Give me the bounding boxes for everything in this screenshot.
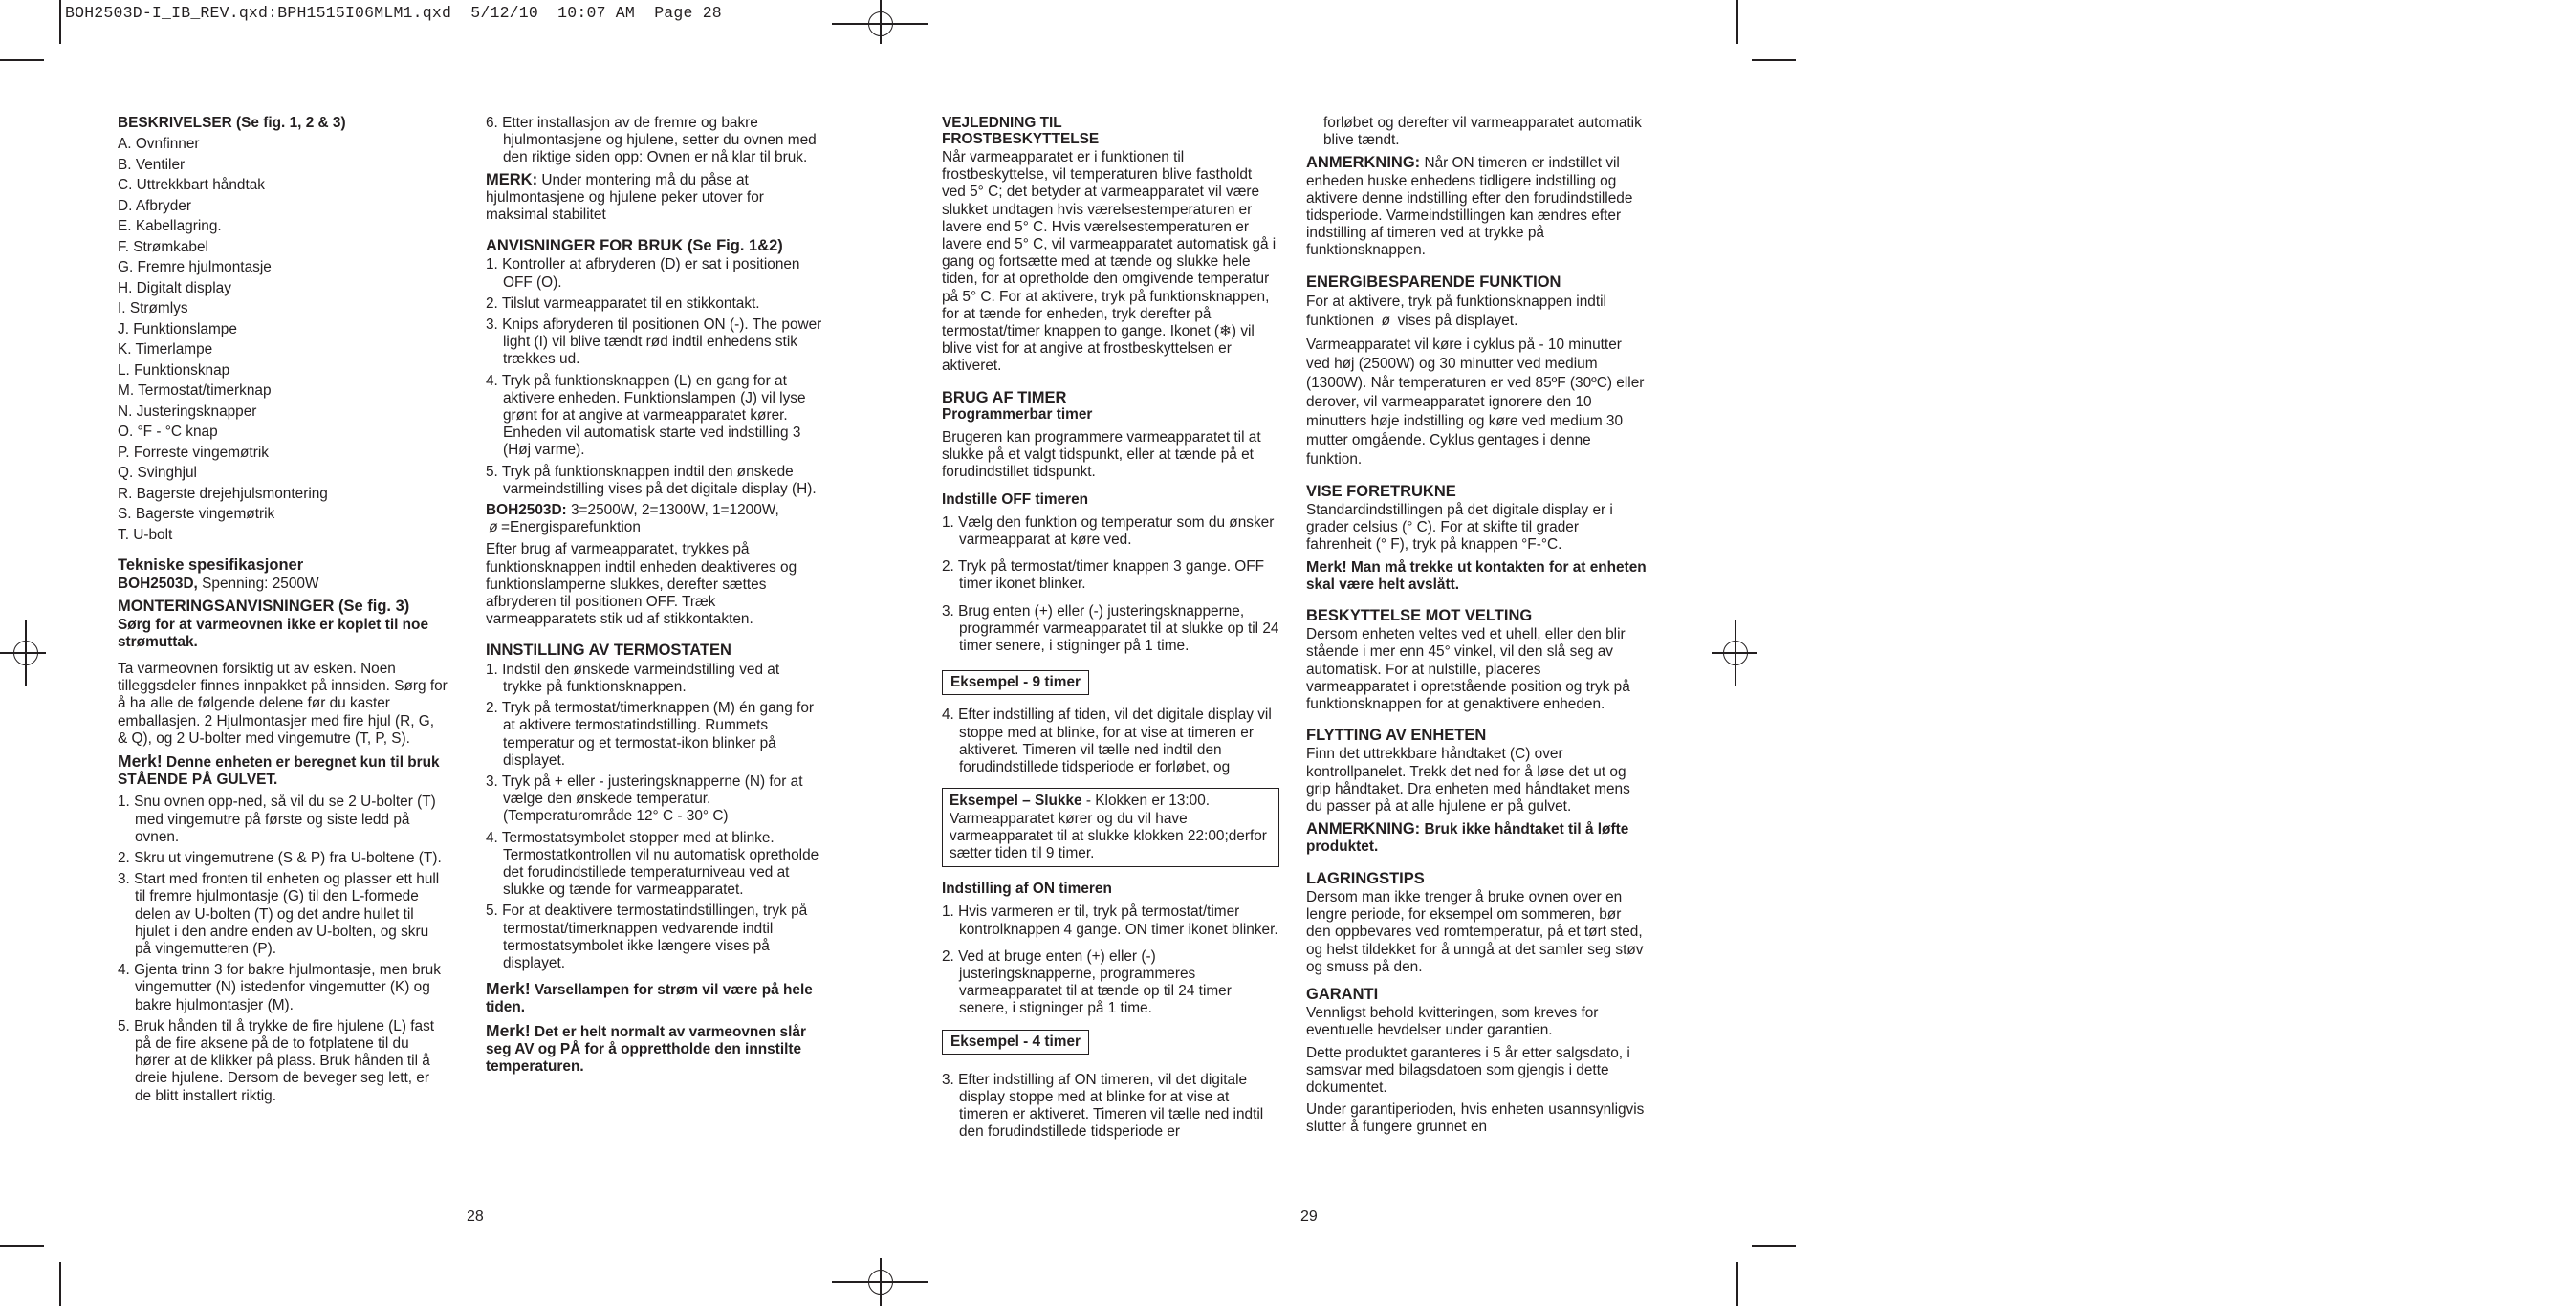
slug-line: BOH2503D-I_IB_REV.qxd:BPH1515I06MLM1.qxd 5/12/10 10:07 AM Page 28 xyxy=(65,4,722,22)
list-item: K. Timerlampe xyxy=(118,341,213,359)
energy-paragraph xyxy=(1306,293,1647,331)
merk-text: Denne enheten er beregnet kun til bruk STÅENDE PÅ GULVET. xyxy=(118,754,440,789)
step-item: 2. Tilslut varmeapparatet til en stikkontakt. xyxy=(486,294,760,312)
column-3 xyxy=(942,115,1279,1145)
crop-mark xyxy=(59,0,61,44)
energy-saving-icon: ø xyxy=(489,519,498,536)
example-box: Eksempel - 4 timer xyxy=(942,1030,1089,1055)
heading-warranty: GARANTI xyxy=(1306,985,1379,1003)
heading-tip-over: BESKYTTELSE MOT VELTING xyxy=(1306,607,1533,625)
registration-mark-line xyxy=(880,0,882,44)
preferences-paragraph: Standardindstillingen på det digitale display er i grader celsius (° C). For at skifte til grader fahrenheit (° F), tryk på knappen °F-°C. xyxy=(1306,502,1613,554)
example-text: - Klokken er 13:00. Varmeapparatet kører og du vil have varmeapparatet til at slukke klokken 22:00;derfor sætter tiden til 9 timer. xyxy=(950,793,1267,861)
merk-label: Merk! xyxy=(1306,558,1347,576)
step-item: 1. Kontroller at afbryderen (D) er sat i positionen OFF (O). xyxy=(486,256,800,291)
merk-text: Man må trekke ut kontakten for at enheten skal være helt avslått. xyxy=(1306,558,1647,593)
crop-mark xyxy=(0,1245,44,1247)
subheading-timer: Programmerbar timer xyxy=(942,405,1093,423)
step-item: 2. Skru ut vingemutrene (S & P) fra U-boltene (T). xyxy=(118,850,442,867)
heading-preferences: VISE FORETRUKNE xyxy=(1306,482,1456,500)
heading-frost: VEJLEDNING TIL FROSTBESKYTTELSE xyxy=(942,115,1100,147)
mount-paragraph: Ta varmeovnen forsiktig ut av esken. Noen tilleggsdeler finnes innpakket på innsiden. Sørg for å ha alle de følgende delene før du kaster emballasjen. 2 Hjulmontasjer med fire hjul (R, G, & Q), og 2 U-bolter med vingemutre (T, P, S). xyxy=(118,661,448,747)
warranty-paragraph: Vennligst behold kvitteringen, som kreves for eventuelle hevdelser under garantien. xyxy=(1306,1005,1599,1039)
crop-mark xyxy=(1736,0,1738,44)
list-item: I. Strømlys xyxy=(118,300,188,317)
tech-spec-line xyxy=(118,576,448,593)
mount-warning: Sørg for at varmeovnen ikke er koplet til noe strømuttak. xyxy=(118,616,429,650)
tip-over-paragraph: Dersom enheten veltes ved et uhell, eller den blir stående i mer enn 45° vinkel, vil den slå seg av automatisk. For at nulstille, placeres varmeapparatet i opretstående position og tryk på funktionsknappen for at genaktivere enheden. xyxy=(1306,626,1630,713)
continuation-text: forløbet og derefter vil varmeapparatet automatik blive tændt. xyxy=(1323,115,1642,149)
merk-text: Varsellampen for strøm vil være på hele tiden. xyxy=(486,982,813,1016)
merk-note xyxy=(118,752,448,789)
warranty-paragraph: Under garantiperioden, hvis enheten usannsynligvis slutter å fungere grunnet en xyxy=(1306,1101,1645,1136)
list-item: T. U-bolt xyxy=(118,526,173,543)
step-item: 2. Tryk på termostat/timerknappen (M) én gang for at aktivere termostatindstilling. Rummets temperatur og et termostat-ikon blinker på displayet. xyxy=(486,700,815,769)
step-item: 3. Tryk på + eller - justeringsknapperne (N) for at vælge den ønskede temperatur. (Temperaturområde 12° C - 30° C) xyxy=(486,773,803,825)
list-item: A. Ovnfinner xyxy=(118,136,200,153)
storage-paragraph: Dersom man ikke trenger å bruke ovnen over en lengre periode, for eksempel om sommeren, bør den oppbevares ved romtemperatur, på et tørt sted, og helst tildekket for å unngå at det samler seg støv og smuss på den. xyxy=(1306,888,1644,975)
energy-text: For at aktivere, tryk på funktionsknappen indtil funktionen xyxy=(1306,293,1606,329)
energy-paragraph: Varmeapparatet vil køre i cyklus på - 10 minutter ved høj (2500W) og 30 minutter ved medium (1300W). Når temperaturen er ved 85ºF (30ºC) eller derover, vil varmeapparatet ignorere den 10 minutters høje indstilling og køre ved medium 30 mutter omgående. Cyklus gentages i denne funktion. xyxy=(1306,336,1645,468)
step-item: 4. Efter indstilling af tiden, vil det digitale display vil stoppe med at blinke, for at vise at timeren er aktiveret. Timeren vil tælle ned indtil den forudindstillede tidsperiode er forløbet, og xyxy=(942,707,1272,776)
column-1 xyxy=(118,115,448,1109)
heading-storage: LAGRINGSTIPS xyxy=(1306,869,1425,887)
step-item: 5. Bruk hånden til å trykke de fire hjulene (L) fast på de fire aksene på de to fotplatene til du hører at de klikker på plass. Bruk hånden til å dreie hjulene. Dersom de beveger seg lett, er de blitt installert riktig. xyxy=(118,1017,435,1104)
heading-tech-specs: Tekniske spesifikasjoner xyxy=(118,556,304,575)
heading-timer: BRUG AF TIMER xyxy=(942,388,1067,406)
parts-list xyxy=(118,134,448,545)
merk-note xyxy=(1306,559,1647,594)
list-item: F. Strømkabel xyxy=(118,238,208,255)
heading-moving: FLYTTING AV ENHETEN xyxy=(1306,727,1487,745)
column-4 xyxy=(1306,115,1647,1142)
step-item: 2. Ved at bruge enten (+) eller (-) justeringsknapperne, programmeres varmeapparatet til at tænde op til 24 timer senere, i stigninger på 1 time. xyxy=(942,947,1232,1017)
anmerkning-label: ANMERKNING: xyxy=(1306,820,1421,838)
tech-model: BOH2503D, xyxy=(118,576,198,593)
registration-mark-line xyxy=(25,620,27,686)
crop-mark xyxy=(1752,1245,1796,1247)
tech-spec: Spenning: 2500W xyxy=(197,576,319,593)
model-text: 3=2500W, 2=1300W, 1=1200W, xyxy=(566,502,779,519)
example-label: Eksempel – Slukke xyxy=(950,793,1082,810)
anmerkning-label: ANMERKNING: xyxy=(1306,154,1421,172)
registration-mark-line xyxy=(0,652,46,654)
heading-mounting: MONTERINGSANVISNINGER (Se fig. 3) xyxy=(118,597,410,615)
list-item: J. Funktionslampe xyxy=(118,320,237,337)
merk-note xyxy=(486,1022,822,1077)
heading-on-timer: Indstilling af ON timeren xyxy=(942,881,1112,898)
example-box: Eksempel - 9 timer xyxy=(942,670,1089,695)
step-item: 4. Termostatsymbolet stopper med at blinke. Termostatkontrollen vil nu automatisk opretholde det forudindstillede temperaturniveau ved at slukke og tænde for varmeapparatet. xyxy=(486,829,819,899)
merk-note xyxy=(486,980,822,1016)
merk-note xyxy=(486,171,822,225)
merk-label: Merk! xyxy=(486,979,531,999)
list-item: D. Afbryder xyxy=(118,197,191,214)
energy-text: =Energisparefunktion xyxy=(501,519,641,536)
list-item: O. °F - °C knap xyxy=(118,424,218,441)
step-item: 2. Tryk på termostat/timer knappen 3 gange. OFF timer ikonet blinker. xyxy=(942,558,1265,593)
energy-text: vises på displayet. xyxy=(1393,312,1518,329)
merk-label: Merk! xyxy=(118,751,163,772)
moving-paragraph: Finn det uttrekkbare håndtaket (C) over kontrollpanelet. Trekk det ned for å løse det ut og grip håndtaket. Dra enheten med håndtaket mens du passer på at alle hjulene er på gulvet. xyxy=(1306,746,1630,816)
model-label: BOH2503D: xyxy=(486,502,567,519)
warranty-paragraph: Dette produktet garanteres i 5 år etter salgsdato, i samsvar med bilagsdatoen som gjengis i dette dokumentet. xyxy=(1306,1044,1630,1096)
step-item: 6. Etter installasjon av de fremre og bakre hjulmontasjene og hjulene, setter du ovnen med den riktige siden opp: Ovnen er nå klar til bruk. xyxy=(486,115,817,166)
heading-descriptions: BESKRIVELSER (Se fig. 1, 2 & 3) xyxy=(118,115,346,131)
list-item: P. Forreste vingemøtrik xyxy=(118,444,269,461)
step-item: 1. Snu ovnen opp-ned, så vil du se 2 U-bolter (T) med vingemutre på første og siste ledd på ovnen. xyxy=(118,794,436,845)
model-settings xyxy=(486,502,822,536)
crop-mark xyxy=(1752,59,1796,61)
column-2 xyxy=(486,115,822,1080)
heading-energy: ENERGIBESPARENDE FUNKTION xyxy=(1306,272,1561,291)
page-number-right: 29 xyxy=(1300,1208,1318,1225)
timer-paragraph: Brugeren kan programmere varmeapparatet til at slukke på et valgt tidspunkt, eller at tænde på et forudindstillet tidspunkt. xyxy=(942,429,1261,481)
merk-text: Under montering må du påse at hjulmontasjene og hjulene peker utover for maksimal stabilitet xyxy=(486,171,764,224)
heading-off-timer: Indstille OFF timeren xyxy=(942,490,1089,508)
step-item: 3. Start med fronten til enheten og plasser ett hull til fremre hjulmontasje (G) til den L-formede delen av U-bolten (T) og det andre hullet til hjulet i den andre enden av U-bolten, og skru på vingemutteren (P). xyxy=(118,871,440,958)
anmerkning-text: Når ON timeren er indstillet vil enheden huske enhedens tidligere indstilling og aktivere denne indstilling efter den forudindstillede tidsperiode. Varmeindstillingen kan ændres efter indstilling af timeren ved at trykke på funktionsknappen. xyxy=(1306,155,1633,259)
frost-paragraph: Når varmeapparatet er i funktionen til frostbeskyttelse, vil temperaturen blive fastholdt ved 5° C; det betyder at varmeapparatet vil være slukket undtagen hvis værelsestemperaturen er lavere end 5° C. Hvis værelsestemperaturen er lavere end 5° C, vil varmeapparatet automatisk gå i gang og fortsætte med at tænde og slukke hele tiden, for at opretholde den omgivende temperatur på 5° C. For at aktivere, tryk på funktionsknappen, for at tænde for enheden, tryk derefter på termostat/timer knappen to gange. Ikonet (❄) vil blive vist for at angive at frostbeskyttelsen er aktiveret. xyxy=(942,149,1277,375)
crop-mark xyxy=(1736,1262,1738,1306)
step-item: 4. Tryk på funktionsknappen (L) en gang for at aktivere enheden. Funktionslampen (J) vil lyse grønt for at angive at varmeapparatet kører. Enheden vil automatisk starte ved indstilling 3 (Høj varme). xyxy=(486,372,806,459)
list-item: E. Kabellagring. xyxy=(118,218,222,235)
step-item: 3. Brug enten (+) eller (-) justeringsknapperne, programmér varmeapparatet til at slukke op til 24 timer senere, i stigninger på 1 time. xyxy=(942,602,1279,655)
example-box xyxy=(942,788,1279,867)
after-use-paragraph: Efter brug af varmeapparatet, trykkes på funktionsknappen indtil enheden deaktiveres og funktionslamperne slukkes, derefter sættes afbryderen til positionen OFF. Træk varmeapparatets stik ud af stikkontakten. xyxy=(486,541,797,628)
registration-mark-line xyxy=(1735,620,1736,686)
step-item: 1. Vælg den funktion og temperatur som du ønsker varmeapparat at køre ved. xyxy=(942,513,1275,549)
anmerkning-note xyxy=(1306,820,1647,856)
list-item: N. Justeringsknapper xyxy=(118,403,257,420)
registration-mark-line xyxy=(880,1258,882,1306)
crop-mark xyxy=(59,1262,61,1306)
step-item: 3. Knips afbryderen til positionen ON (-). The power light (I) vil blive tændt rød indtil enhedens stik trækkes ud. xyxy=(486,316,822,368)
step-item: 4. Gjenta trinn 3 for bakre hjulmontasje, men bruk vingemutter (N) istedenfor vingemutter (K) og bakre hjulmontasjer (M). xyxy=(118,962,441,1013)
list-item: L. Funktionsknap xyxy=(118,361,230,379)
list-item: M. Termostat/timerknap xyxy=(118,382,272,400)
list-item: Q. Svinghjul xyxy=(118,465,197,482)
energy-saving-icon: ø xyxy=(1381,312,1391,329)
step-item: 1. Hvis varmeren er til, tryk på termostat/timer kontrolknappen 4 gange. ON timer ikonet blinker. xyxy=(942,903,1278,938)
anmerkning-note xyxy=(1306,154,1647,259)
step-item: 1. Indstil den ønskede varmeindstilling ved at trykke på funktionsknappen. xyxy=(486,661,780,695)
list-item: B. Ventiler xyxy=(118,156,186,173)
merk-label: Merk! xyxy=(486,1020,531,1040)
merk-text: Det er helt normalt av varmeovnen slår seg AV og PÅ for å opprettholde den innstilte temperaturen. xyxy=(486,1023,806,1075)
heading-usage: ANVISNINGER FOR BRUK (Se Fig. 1&2) xyxy=(486,237,783,255)
page-number-left: 28 xyxy=(467,1208,484,1225)
crop-mark xyxy=(0,59,44,61)
heading-thermostat: INNSTILLING AV TERMOSTATEN xyxy=(486,642,731,660)
list-item: R. Bagerste drejehjulsmontering xyxy=(118,485,328,502)
list-item: C. Uttrekkbart håndtak xyxy=(118,177,265,194)
anmerkning-text: Bruk ikke håndtaket til å løfte produktet. xyxy=(1306,821,1629,856)
step-item: 3. Efter indstilling af ON timeren, vil det digitale display stoppe med at blinke for at vise at timeren er aktiveret. Timeren vil tælle ned indtil den forudindstillede tidsperiode er xyxy=(942,1071,1264,1141)
list-item: S. Bagerste vingemøtrik xyxy=(118,506,275,523)
step-item: 5. Tryk på funktionsknappen indtil den ønskede varmeindstilling vises på det digitale display (H). xyxy=(486,463,817,497)
step-item: 5. For at deaktivere termostatindstillingen, tryk på termostat/timerknappen vedvarende indtil termostatsymbolet ikke længere vises på displayet. xyxy=(486,903,808,971)
list-item: G. Fremre hjulmontasje xyxy=(118,259,272,276)
merk-label: MERK: xyxy=(486,170,538,188)
list-item: H. Digitalt display xyxy=(118,279,231,296)
